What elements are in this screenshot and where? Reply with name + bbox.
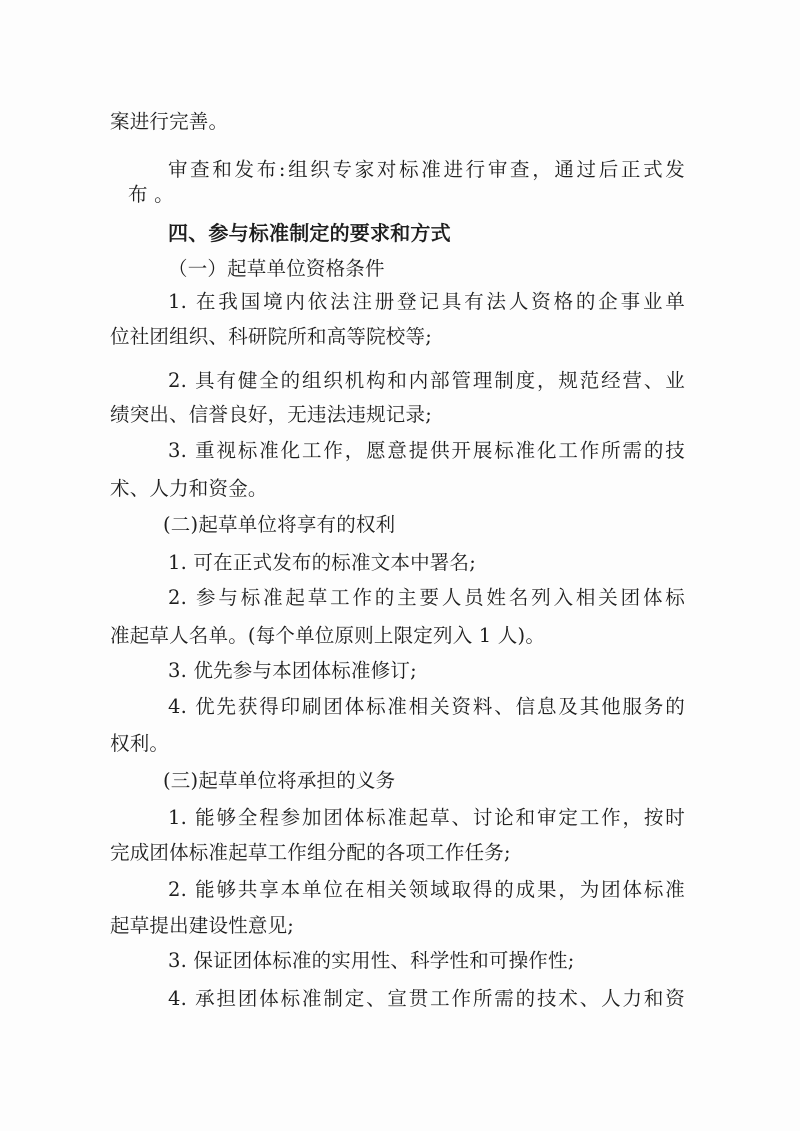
rights-item-1: 1. 可在正式发布的标准文本中署名; bbox=[168, 551, 476, 574]
qualification-item-2-line-1: 2. 具有健全的组织机构和内部管理制度，规范经营、业 bbox=[168, 369, 685, 392]
subsection-heading-qualifications: （一）起草单位资格条件 bbox=[168, 257, 385, 280]
obligation-item-2-line-1: 2. 能够共享本单位在相关领域取得的成果，为团体标准 bbox=[168, 878, 685, 901]
rights-item-2-line-1: 2. 参与标准起草工作的主要人员姓名列入相关团体标 bbox=[168, 586, 685, 609]
rights-item-4-line-2: 权利。 bbox=[110, 732, 170, 755]
rights-item-3: 3. 优先参与本团体标准修订; bbox=[168, 659, 417, 682]
rights-item-4-line-1: 4. 优先获得印刷团体标准相关资料、信息及其他服务的 bbox=[168, 695, 685, 718]
qualification-item-1-line-2: 位社团组织、科研院所和高等院校等; bbox=[110, 325, 432, 348]
obligation-item-2-line-2: 起草提出建设性意见; bbox=[110, 914, 295, 937]
obligation-item-4-line-1: 4. 承担团体标准制定、宣贯工作所需的技术、人力和资 bbox=[168, 987, 685, 1010]
paragraph-line-review-publish-end: 布 。 bbox=[128, 183, 174, 206]
subsection-heading-rights: (二)起草单位将享有的权利 bbox=[163, 513, 396, 536]
qualification-item-2-line-2: 绩突出、信誉良好，无违法违规记录; bbox=[110, 403, 432, 426]
qualification-item-1-line-1: 1. 在我国境内依法注册登记具有法人资格的企事业单 bbox=[168, 290, 685, 313]
rights-item-2-line-2: 准起草人名单。(每个单位原则上限定列入 1 人)。 bbox=[110, 624, 546, 647]
qualification-item-3-line-1: 3. 重视标准化工作，愿意提供开展标准化工作所需的技 bbox=[168, 439, 685, 462]
subsection-heading-obligations: (三)起草单位将承担的义务 bbox=[163, 769, 396, 792]
paragraph-line-review-publish: 审查和发布:组织专家对标准进行审查，通过后正式发 bbox=[168, 158, 685, 181]
obligation-item-1-line-2: 完成团体标准起草工作组分配的各项工作任务; bbox=[110, 841, 511, 864]
obligation-item-1-line-1: 1. 能够全程参加团体标准起草、讨论和审定工作，按时 bbox=[168, 806, 685, 829]
qualification-item-3-line-2: 术、人力和资金。 bbox=[110, 477, 268, 500]
section-heading-four: 四、参与标准制定的要求和方式 bbox=[168, 221, 451, 245]
paragraph-line-continuation: 案进行完善。 bbox=[110, 110, 229, 133]
obligation-item-3: 3. 保证团体标准的实用性、科学性和可操作性; bbox=[168, 949, 575, 972]
